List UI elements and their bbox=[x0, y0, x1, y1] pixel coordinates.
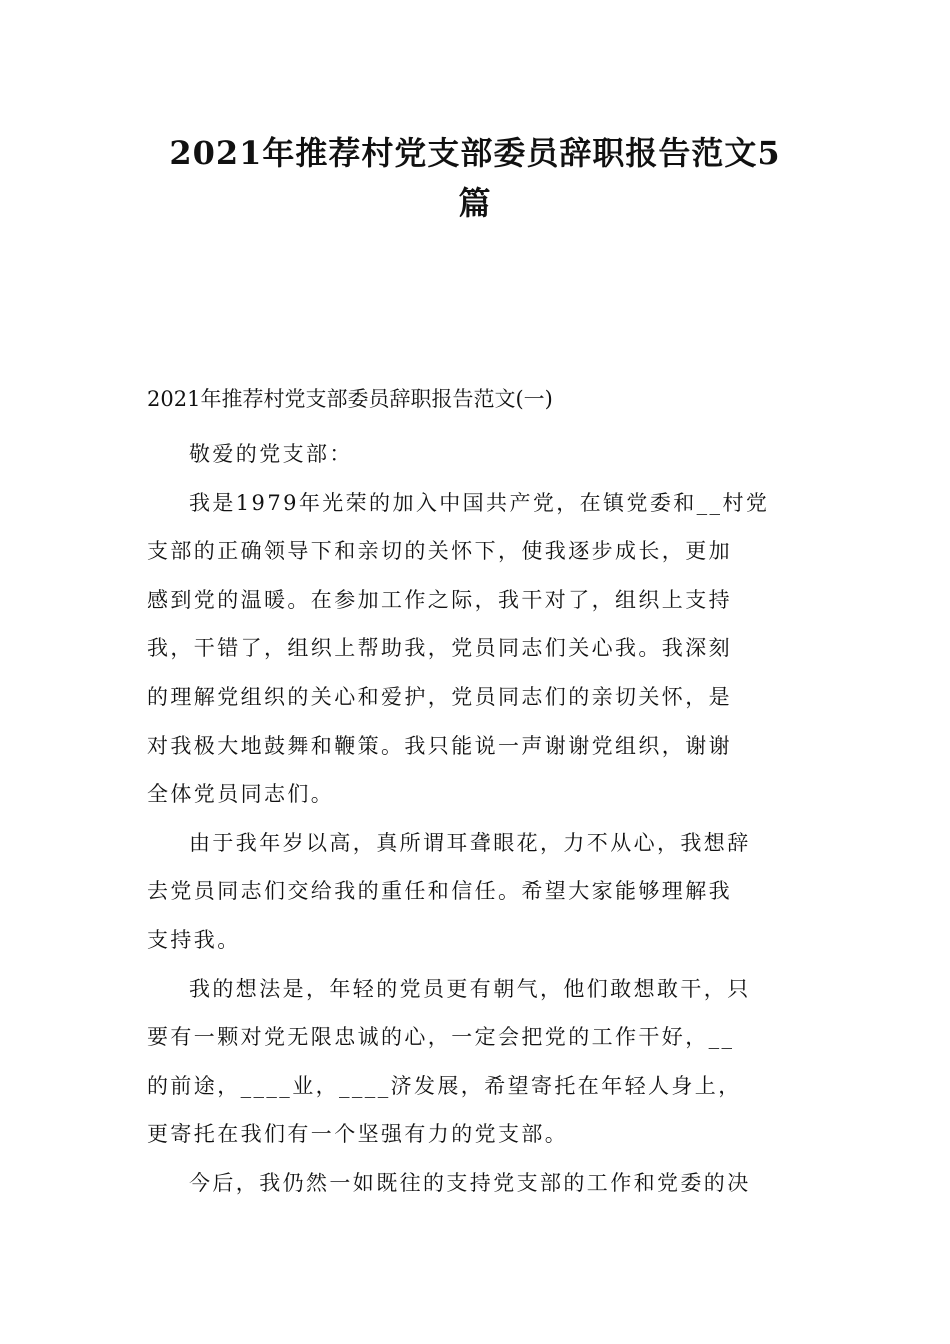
text-line: 支持我。 bbox=[147, 927, 241, 952]
paragraph-3 bbox=[147, 965, 807, 1159]
text-line: 全体党员同志们。 bbox=[147, 782, 335, 807]
paragraph-4 bbox=[147, 1159, 807, 1208]
text-line: 去党员同志们交给我的重任和信任。希望大家能够理解我 bbox=[147, 879, 732, 904]
text-line: 的理解党组织的关心和爱护，党员同志们的亲切关怀，是 bbox=[147, 684, 732, 709]
document-title bbox=[140, 128, 810, 228]
text-line: 今后，我仍然一如既往的支持党支部的工作和党委的决 bbox=[189, 1170, 751, 1195]
text-line: 由于我年岁以高，真所谓耳聋眼花，力不从心，我想辞 bbox=[189, 830, 751, 855]
title-line: 篇 bbox=[458, 184, 492, 222]
text-line: 对我极大地鼓舞和鞭策。我只能说一声谢谢党组织，谢谢 bbox=[147, 733, 732, 758]
text-line: 我是1979年光荣的加入中国共产党，在镇党委和__村党 bbox=[189, 490, 770, 515]
text-line: 我的想法是，年轻的党员更有朝气，他们敢想敢干，只 bbox=[189, 976, 751, 1001]
letter-body bbox=[147, 430, 807, 1208]
paragraph-1 bbox=[147, 479, 807, 819]
text-line: 更寄托在我们有一个坚强有力的党支部。 bbox=[147, 1122, 569, 1147]
section-heading: 2021年推荐村党支部委员辞职报告范文(一) bbox=[147, 387, 553, 411]
text-line: 的前途，____业，____济发展，希望寄托在年轻人身上， bbox=[147, 1073, 742, 1098]
text-line: 感到党的温暖。在参加工作之际，我干对了，组织上支持 bbox=[147, 587, 732, 612]
text-line: 要有一颗对党无限忠诚的心，一定会把党的工作干好，__ bbox=[147, 1025, 735, 1050]
salutation: 敬爱的党支部： bbox=[189, 442, 353, 466]
paragraph-2 bbox=[147, 819, 807, 965]
title-line: 2021年推荐村党支部委员辞职报告范文5 bbox=[169, 134, 781, 172]
text-line: 支部的正确领导下和亲切的关怀下，使我逐步成长，更加 bbox=[147, 539, 732, 564]
text-line: 我，干错了，组织上帮助我，党员同志们关心我。我深刻 bbox=[147, 636, 732, 661]
